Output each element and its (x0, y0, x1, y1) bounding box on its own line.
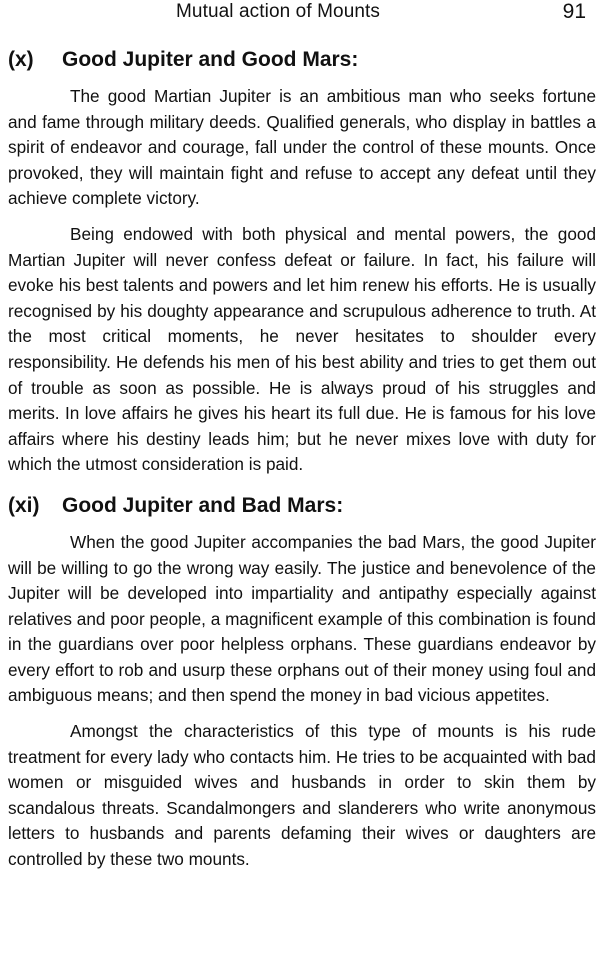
section-number: (xi) (8, 493, 40, 517)
section-x (8, 46, 596, 478)
paragraph: When the good Jupiter accompanies the bad Mars, the good Jupiter will be willing to go the wrong way easily. The justice and benevolence of the Jupiter will be developed into impartiality and antipathy especially against relatives and poor people, a magnificent example of this combination is found in the guardians over poor helpless orphans. These guardians endeavor by every effort to rob and usurp these orphans out of their money using foul and ambiguous means; and then spend the money in bad vicious appetites. (8, 531, 596, 706)
page-number: 91 (562, 0, 586, 23)
paragraph: Amongst the characteristics of this type of mounts is his rude treatment for every lady who contacts him. He tries to be acquainted with bad women or misguided wives and husbands in order to skin them by scandalous threats. Scandalmongers and slanderers who write anonymous letters to husbands and parents defaming their wives or daughters are controlled by these two mounts. (8, 721, 596, 870)
section-title: Good Jupiter and Bad Mars: (62, 493, 344, 517)
paragraph: The good Martian Jupiter is an ambitious man who seeks fortune and fame through military deeds. Qualified generals, who display in battles a spirit of endeavor and courage, fall under the control of these mounts. Once provoked, they will maintain fight and refuse to accept any defeat until they achieve complete victory. (8, 86, 596, 209)
paragraph: Being endowed with both physical and mental powers, the good Martian Jupiter will never confess defeat or failure. In fact, his failure will evoke his best talents and powers and let him renew his efforts. He is usually recognised by his doughty appearance and scrupulous adherence to truth. At the most critical moments, he never hesitates to shoulder every responsibility. He defends his men of his best ability and tries to get them out of trouble as soon as possible. He is always proud of his struggles and merits. In love affairs he gives his heart its full due. He is famous for his love affairs where his destiny leads him; but he never mixes love with duty for which the utmost consideration is paid. (8, 223, 596, 475)
running-header (0, 0, 600, 26)
section-title: Good Jupiter and Good Mars: (62, 48, 359, 71)
page-body (8, 46, 596, 883)
section-heading (8, 46, 596, 74)
section-number: (x) (8, 48, 34, 71)
running-header-title: Mutual action of Mounts (176, 1, 381, 22)
section-xi (8, 492, 596, 873)
section-heading (8, 492, 596, 520)
